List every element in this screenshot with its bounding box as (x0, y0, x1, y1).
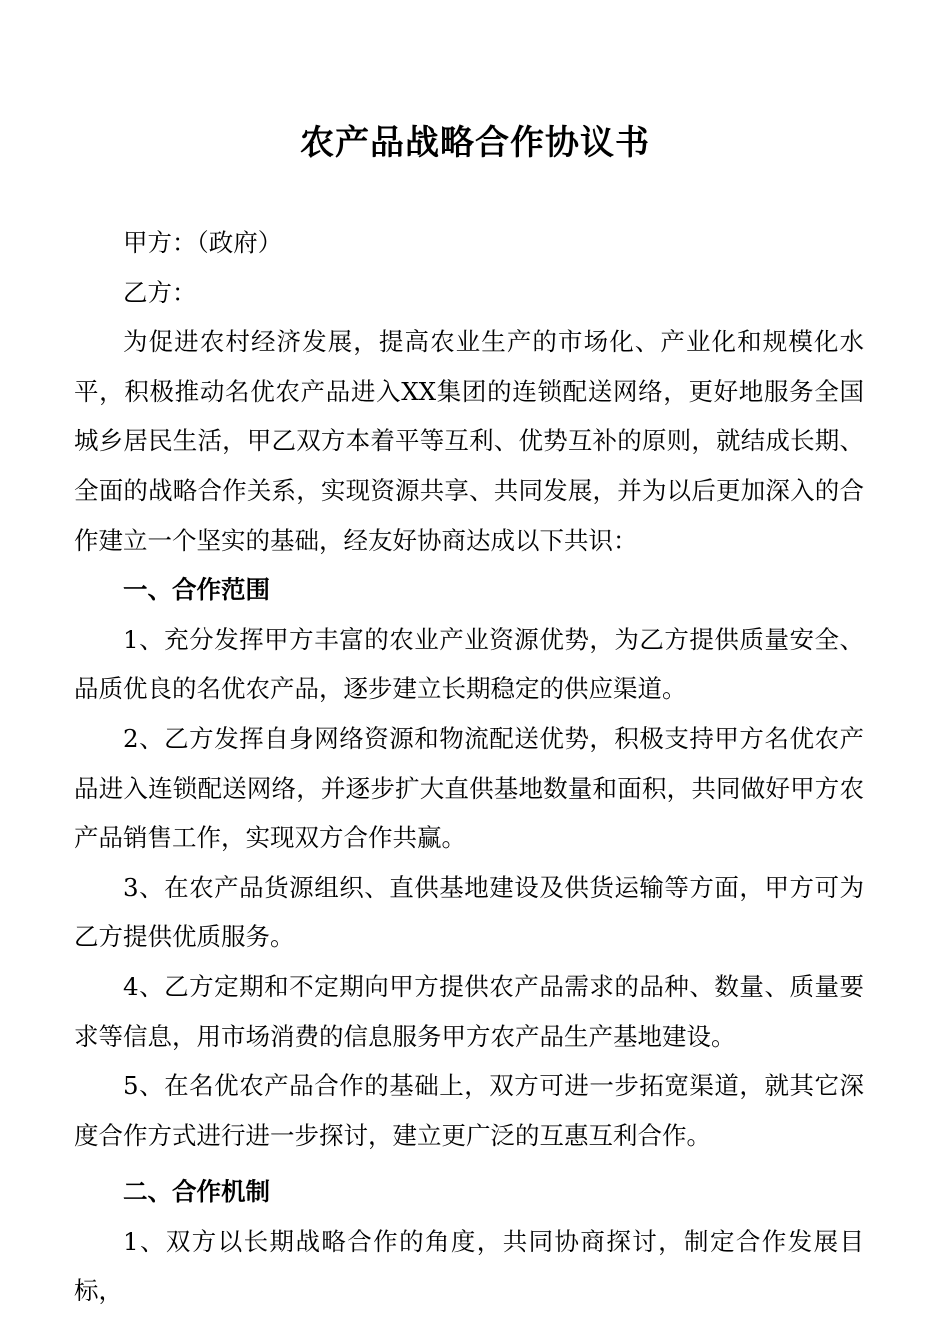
clause-paragraph: 2、乙方发挥自身网络资源和物流配送优势，积极支持甲方名优农产品进入连锁配送网络，并逐步扩大直供基地数量和面积，共同做好甲方农产品销售工作，实现双方合作共赢。 (74, 723, 864, 853)
party-a-line: 甲方：（政府） (123, 228, 283, 257)
clause-paragraph: 1、充分发挥甲方丰富的农业产业资源优势，为乙方提供质量安全、品质优良的名优农产品，逐步建立长期稳定的供应渠道。 (74, 624, 864, 704)
party-b-line: 乙方： (123, 277, 197, 307)
section-heading-mechanism: 二、合作机制 (123, 1177, 270, 1207)
preamble-paragraph: 为促进农村经济发展，提高农业生产的市场化、产业化和规模化水平，积极推动名优农产品进入XX集团的连锁配送网络，更好地服务全国城乡居民生活，甲乙双方本着平等互利、优势互补的原则，就结成长期、全面的战略合作关系，实现资源共享、共同发展，并为以后更加深入的合作建立一个坚实的基础，经友好协商达成以下共识： (74, 327, 864, 555)
clause-paragraph: 5、在名优农产品合作的基础上，双方可进一步拓宽渠道，就其它深度合作方式进行进一步探讨，建立更广泛的互惠互利合作。 (74, 1071, 864, 1150)
clause-paragraph: 3、在农产品货源组织、直供基地建设及供货运输等方面，甲方可为乙方提供优质服务。 (74, 872, 864, 952)
clause-paragraph: 1、双方以长期战略合作的角度，共同协商探讨，制定合作发展目标， (74, 1226, 864, 1306)
document-body (74, 218, 864, 1316)
section-heading-scope: 一、合作范围 (123, 575, 270, 605)
document-title: 农产品战略合作协议书 (300, 123, 650, 163)
clause-paragraph: 4、乙方定期和不定期向甲方提供农产品需求的品种、数量、质量要求等信息，用市场消费的信息服务甲方农产品生产基地建设。 (74, 971, 864, 1051)
